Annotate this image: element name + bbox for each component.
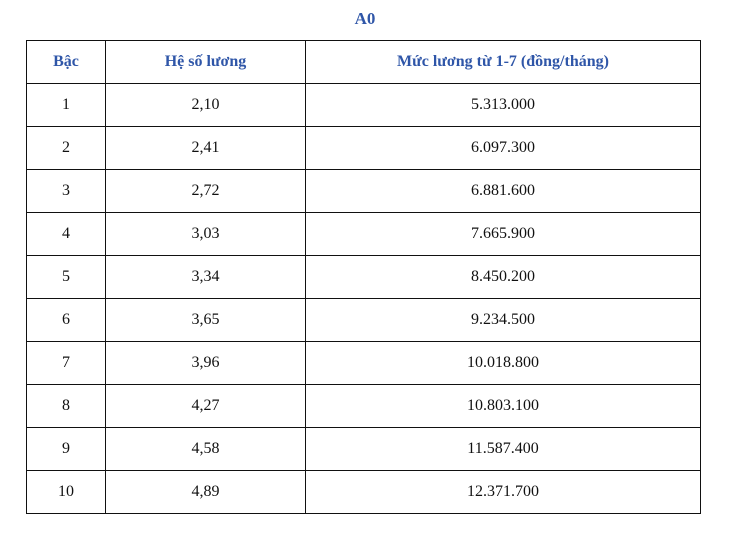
salary-cell: 9.234.500 (306, 299, 701, 342)
rank-cell: 9 (27, 428, 106, 471)
salary-cell: 10.018.800 (306, 342, 701, 385)
table-row (27, 84, 701, 127)
salary-cell: 12.371.700 (306, 471, 701, 514)
rank-cell: 6 (27, 299, 106, 342)
rank-cell: 10 (27, 471, 106, 514)
table-row (27, 299, 701, 342)
coefficient-cell: 2,72 (106, 170, 306, 213)
rank-cell: 5 (27, 256, 106, 299)
table-row (27, 170, 701, 213)
table-row (27, 256, 701, 299)
coefficient-cell: 3,65 (106, 299, 306, 342)
rank-cell: 8 (27, 385, 106, 428)
table-row (27, 342, 701, 385)
table-row (27, 385, 701, 428)
coefficient-cell: 3,34 (106, 256, 306, 299)
header-coefficient: Hệ số lương (106, 41, 306, 84)
rank-cell: 7 (27, 342, 106, 385)
salary-cell: 6.097.300 (306, 127, 701, 170)
coefficient-cell: 2,41 (106, 127, 306, 170)
salary-table (26, 40, 701, 514)
table-row (27, 127, 701, 170)
rank-cell: 2 (27, 127, 106, 170)
header-rank: Bậc (27, 41, 106, 84)
salary-cell: 7.665.900 (306, 213, 701, 256)
table-row (27, 213, 701, 256)
coefficient-cell: 4,89 (106, 471, 306, 514)
coefficient-cell: 2,10 (106, 84, 306, 127)
header-row (27, 41, 701, 84)
table-row (27, 471, 701, 514)
salary-cell: 10.803.100 (306, 385, 701, 428)
coefficient-cell: 3,96 (106, 342, 306, 385)
header-salary: Mức lương từ 1-7 (đồng/tháng) (306, 41, 701, 84)
coefficient-cell: 4,27 (106, 385, 306, 428)
rank-cell: 3 (27, 170, 106, 213)
table-title: A0 (354, 9, 376, 28)
coefficient-cell: 3,03 (106, 213, 306, 256)
salary-cell: 11.587.400 (306, 428, 701, 471)
rank-cell: 1 (27, 84, 106, 127)
salary-cell: 8.450.200 (306, 256, 701, 299)
rank-cell: 4 (27, 213, 106, 256)
salary-cell: 5.313.000 (306, 84, 701, 127)
salary-cell: 6.881.600 (306, 170, 701, 213)
table-row (27, 428, 701, 471)
coefficient-cell: 4,58 (106, 428, 306, 471)
